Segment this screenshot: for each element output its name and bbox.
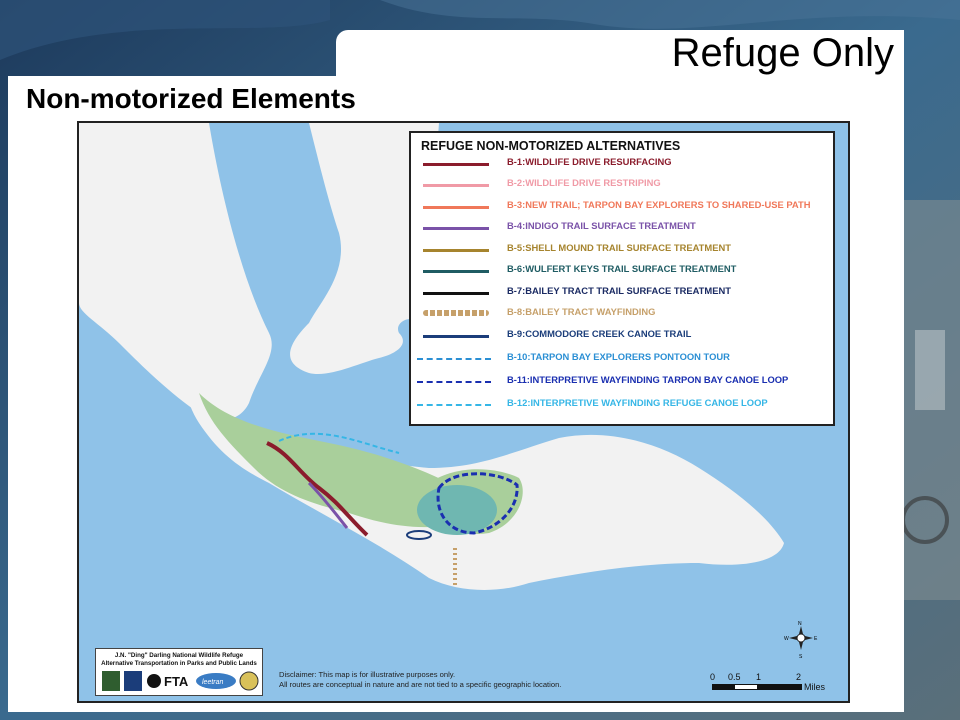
legend-swatch bbox=[423, 270, 489, 273]
disclaimer bbox=[279, 670, 561, 690]
legend-swatch bbox=[423, 206, 489, 209]
legend-swatch bbox=[423, 163, 489, 166]
legend-item bbox=[411, 241, 833, 259]
scale-bar bbox=[706, 672, 826, 692]
legend-label: B-3:NEW TRAIL; TARPON BAY EXPLORERS TO SHARED-USE PATH bbox=[507, 199, 811, 210]
map-legend bbox=[409, 131, 835, 426]
disclaimer-line-1: Disclaimer: This map is for illustrative purposes only. bbox=[279, 670, 456, 679]
legend-label: B-8:BAILEY TRACT WAYFINDING bbox=[507, 306, 656, 317]
slide-title: Refuge Only bbox=[671, 31, 894, 75]
legend-label: B-4:INDIGO TRAIL SURFACE TREATMENT bbox=[507, 220, 696, 231]
scale-tick-3: 2 bbox=[796, 672, 802, 682]
legend-swatch bbox=[417, 381, 491, 383]
compass-n: N bbox=[798, 621, 802, 627]
scale-bar-graphic bbox=[712, 684, 802, 690]
seal-logo-icon bbox=[240, 672, 258, 690]
legend-label: B-9:COMMODORE CREEK CANOE TRAIL bbox=[507, 328, 692, 339]
compass-s: S bbox=[799, 654, 803, 660]
legend-swatch bbox=[417, 358, 491, 360]
scale-tick-2: 1 bbox=[756, 672, 762, 682]
legend-swatch bbox=[423, 292, 489, 295]
legend-swatch bbox=[423, 249, 489, 252]
slide-subtitle: Non-motorized Elements bbox=[26, 83, 356, 114]
legend-label: B-12:INTERPRETIVE WAYFINDING REFUGE CANOE LOOP bbox=[507, 397, 768, 408]
disclaimer-line-2: All routes are conceptual in nature and are not tied to a specific geographic location. bbox=[279, 680, 562, 689]
legend-label: B-1:WILDLIFE DRIVE RESURFACING bbox=[507, 156, 672, 167]
usfws-logo-icon bbox=[102, 671, 120, 691]
fta-logo-icon bbox=[147, 674, 161, 688]
north-arrow-icon bbox=[784, 620, 818, 660]
legend-item bbox=[411, 284, 833, 302]
legend-item bbox=[411, 155, 833, 173]
legend-item bbox=[411, 176, 833, 194]
legend-item bbox=[411, 219, 833, 237]
legend-title: REFUGE NON-MOTORIZED ALTERNATIVES bbox=[421, 139, 681, 153]
scale-tick-1: 0.5 bbox=[728, 672, 741, 682]
legend-item bbox=[411, 198, 833, 216]
logo-caption-1: J.N. "Ding" Darling National Wildlife Refuge bbox=[114, 652, 244, 659]
legend-item bbox=[411, 396, 833, 414]
logo-strip bbox=[96, 668, 262, 694]
legend-label: B-6:WULFERT KEYS TRAIL SURFACE TREATMENT bbox=[507, 263, 737, 274]
legend-item bbox=[411, 327, 833, 345]
legend-label: B-5:SHELL MOUND TRAIL SURFACE TREATMENT bbox=[507, 242, 731, 253]
legend-item bbox=[411, 305, 833, 323]
legend-item bbox=[411, 350, 833, 368]
legend-item bbox=[411, 373, 833, 391]
compass-w: W bbox=[784, 636, 789, 642]
legend-swatch bbox=[423, 184, 489, 187]
legend-swatch bbox=[423, 335, 489, 338]
partner-logos bbox=[95, 648, 263, 696]
legend-label: B-2:WILDLIFE DRIVE RESTRIPING bbox=[507, 177, 661, 188]
scale-tick-0: 0 bbox=[710, 672, 716, 682]
legend-swatch bbox=[423, 227, 489, 230]
legend-swatch bbox=[417, 404, 491, 406]
dot-logo-icon bbox=[124, 671, 142, 691]
legend-label: B-7:BAILEY TRACT TRAIL SURFACE TREATMENT bbox=[507, 285, 731, 296]
legend-swatch bbox=[423, 310, 489, 316]
fta-text: FTA bbox=[164, 674, 189, 689]
leetran-text: leetran bbox=[202, 679, 224, 686]
compass-e: E bbox=[814, 636, 818, 642]
scale-unit: Miles bbox=[804, 682, 826, 692]
logo-caption-2: Alternative Transportation in Parks and Public Lands bbox=[101, 660, 257, 667]
tarpon-bay bbox=[417, 485, 497, 535]
legend-item bbox=[411, 262, 833, 280]
legend-label: B-11:INTERPRETIVE WAYFINDING TARPON BAY CANOE LOOP bbox=[507, 374, 789, 385]
legend-label: B-10:TARPON BAY EXPLORERS PONTOON TOUR bbox=[507, 351, 730, 362]
